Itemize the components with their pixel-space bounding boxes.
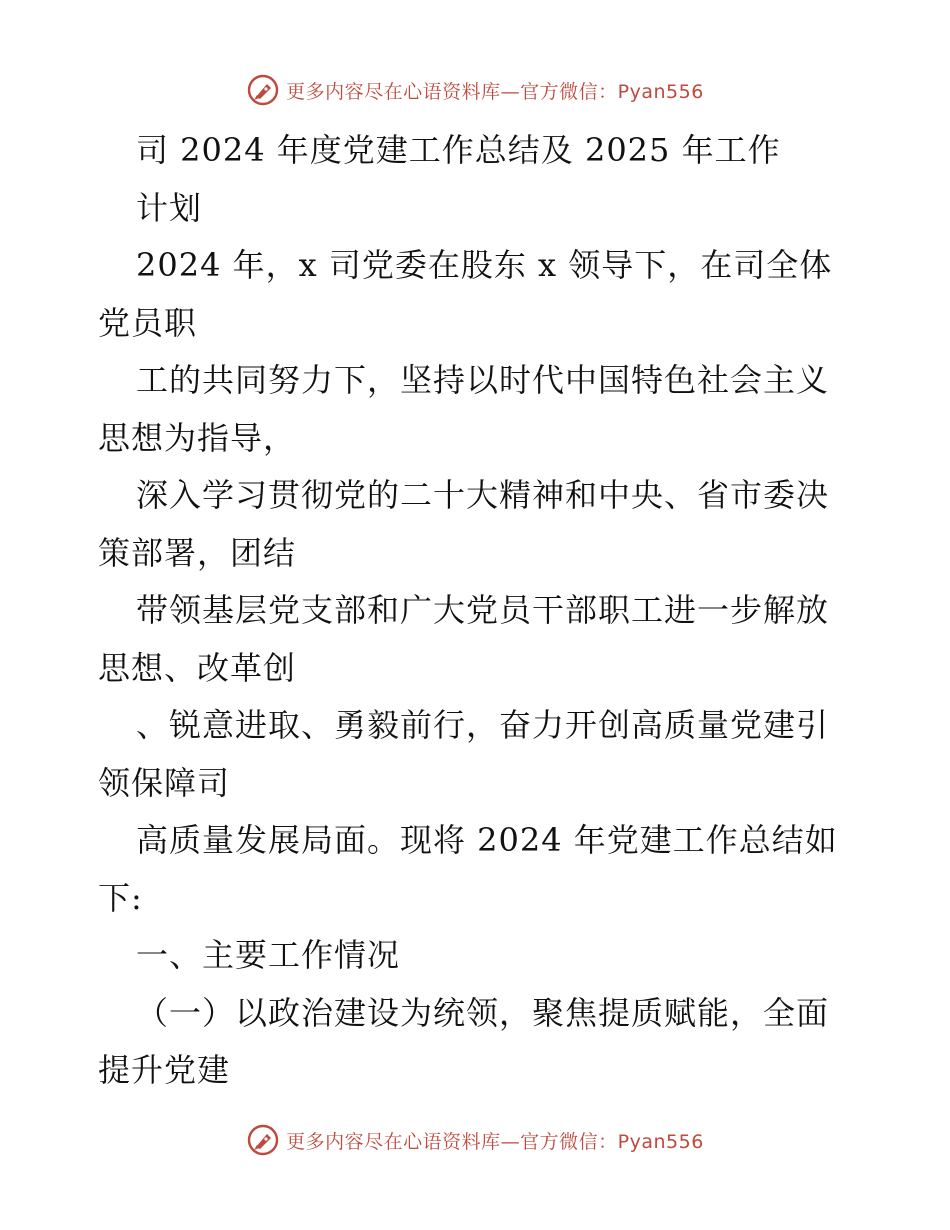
watermark-footer [0,1120,950,1160]
document-line: 司 2024 年度党建工作总结及 2025 年工作 [136,131,781,169]
document-line: 提升党建 [98,1051,231,1089]
document-line: 领保障司 [98,763,231,802]
watermark-text: 更多内容尽在心语资料库—官方微信：Pyan556 [286,80,704,103]
document-line: 计划 [136,188,203,227]
document-line: 思想为指导， [98,418,297,457]
document-line: （一）以政治建设为统领，聚焦提质赋能，全面 [136,993,830,1032]
watermark-header [0,70,950,110]
pen-nib-logo-icon [246,73,280,107]
document-body [98,122,858,1100]
document-line: 工的共同努力下，坚持以时代中国特色社会主义 [136,361,830,399]
pen-nib-logo-icon [246,1123,280,1157]
document-line: 、锐意进取、勇毅前行，奋力开创高质量党建引 [136,706,830,744]
document-line: 一、主要工作情况 [136,936,401,974]
document-line: 深入学习贯彻党的二十大精神和中央、省市委决 [136,476,830,514]
document-line: 党员职 [98,303,198,342]
document-line: 策部署，团结 [98,533,297,572]
document-line: 2024 年，x 司党委在股东 x 领导下，在司全体 [136,246,833,284]
document-line: 高质量发展局面。现将 2024 年党建工作总结如 [136,821,838,859]
document-line: 带领基层党支部和广大党员干部职工进一步解放 [136,591,830,629]
document-line: 思想、改革创 [98,648,297,687]
watermark-text: 更多内容尽在心语资料库—官方微信：Pyan556 [286,1130,704,1153]
document-line: 下: [98,878,143,917]
